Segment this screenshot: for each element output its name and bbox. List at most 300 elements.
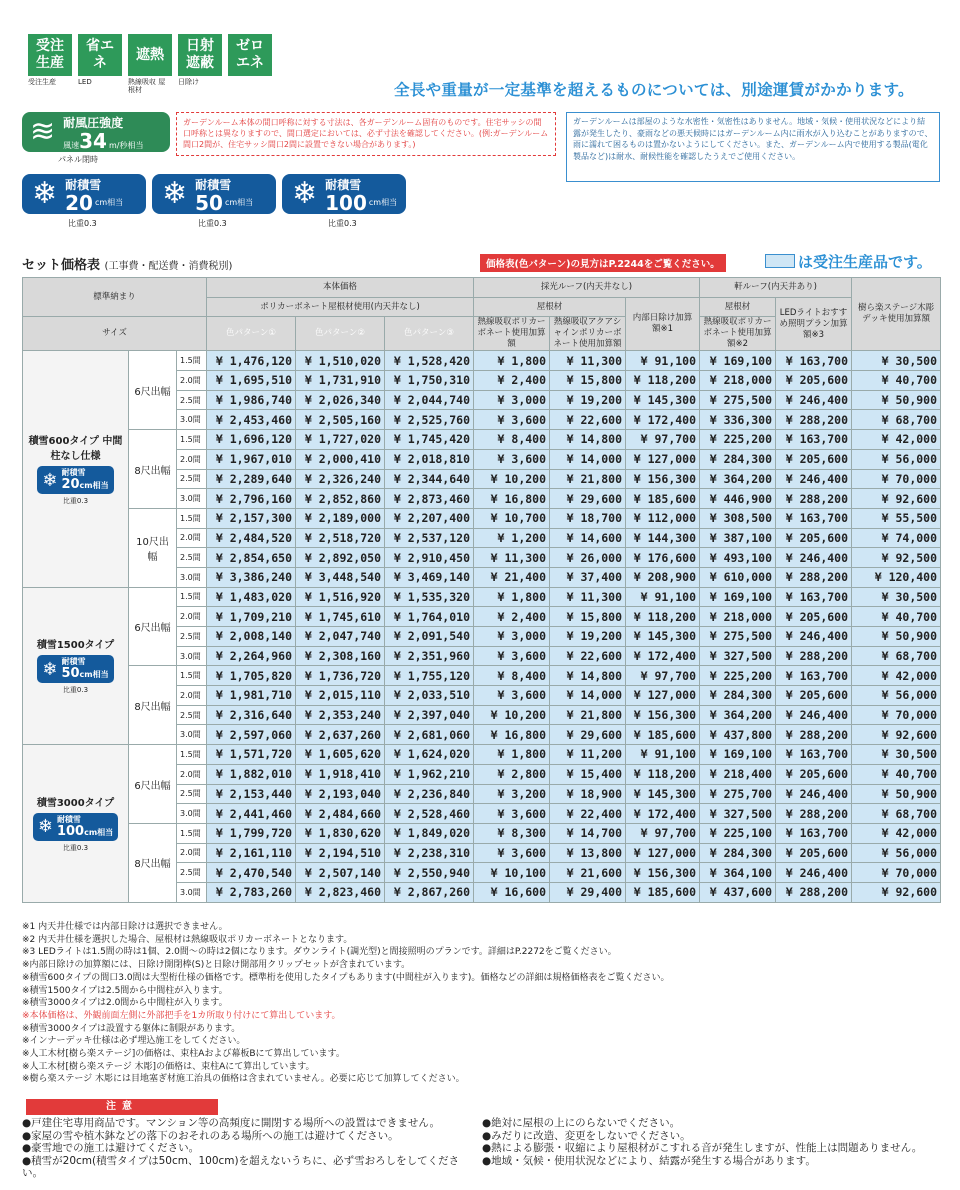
price-cell: ¥ 387,100 bbox=[700, 528, 776, 548]
frontage-cell: 2.5間 bbox=[177, 548, 207, 568]
price-cell: ¥ 2,047,740 bbox=[296, 627, 385, 647]
price-cell: ¥ 21,600 bbox=[550, 863, 626, 883]
price-cell: ¥ 42,000 bbox=[852, 823, 941, 843]
frontage-cell: 2.0間 bbox=[177, 764, 207, 784]
price-cell: ¥ 1,962,210 bbox=[385, 764, 474, 784]
price-cell: ¥ 288,200 bbox=[776, 646, 852, 666]
wind-caption: パネル閉時 bbox=[58, 155, 98, 164]
badge-caption: LED bbox=[78, 78, 92, 86]
price-cell: ¥ 2,015,110 bbox=[296, 686, 385, 706]
snowflake-icon: ❄ bbox=[162, 176, 188, 211]
price-cell: ¥ 21,400 bbox=[474, 567, 550, 587]
price-cell: ¥ 1,800 bbox=[474, 587, 550, 607]
section-subtitle: (工事費・配送費・消費税別) bbox=[104, 261, 233, 272]
snow-title: 耐積雪 bbox=[65, 177, 102, 192]
snowflake-icon: ❄ bbox=[42, 469, 58, 491]
price-cell: ¥ 2,484,660 bbox=[296, 804, 385, 824]
price-cell: ¥ 97,700 bbox=[626, 823, 700, 843]
price-cell: ¥ 1,799,720 bbox=[207, 823, 296, 843]
frontage-cell: 2.5間 bbox=[177, 627, 207, 647]
price-cell: ¥ 56,000 bbox=[852, 686, 941, 706]
caution-item: ●みだりに改造、変更をしないでください。 bbox=[482, 1129, 691, 1142]
price-cell: ¥ 2,892,050 bbox=[296, 548, 385, 568]
condensation-note: ガーデンルームは部屋のような水密性・気密性はありません。地域・気候・使用状況などにより結露が発生したり、豪雨などの悪天候時にはガーデンルーム内に雨水が入り込むことがありますので、雨に濡れて困るものは置かないようにしてください。また、ガーデンルーム内で使用する製品(電化製品など)は耐水、耐候性能を確認したうえでご使用ください。 bbox=[566, 112, 940, 182]
specific-gravity: 比重0.3 bbox=[62, 686, 89, 695]
price-cell: ¥ 185,600 bbox=[626, 882, 700, 902]
price-cell: ¥ 169,100 bbox=[700, 587, 776, 607]
price-cell: ¥ 1,736,720 bbox=[296, 666, 385, 686]
depth-cell: 6尺出幅 bbox=[129, 351, 177, 430]
price-cell: ¥ 8,400 bbox=[474, 666, 550, 686]
price-cell: ¥ 275,700 bbox=[700, 784, 776, 804]
header-color-pattern-3: 色パターン③ bbox=[385, 317, 474, 351]
price-cell: ¥ 16,800 bbox=[474, 725, 550, 745]
price-cell: ¥ 2,194,510 bbox=[296, 843, 385, 863]
price-cell: ¥ 246,400 bbox=[776, 863, 852, 883]
price-cell: ¥ 2,018,810 bbox=[385, 449, 474, 469]
price-cell: ¥ 610,000 bbox=[700, 567, 776, 587]
frontage-cell: 1.5間 bbox=[177, 587, 207, 607]
price-cell: ¥ 288,200 bbox=[776, 804, 852, 824]
price-cell: ¥ 1,528,420 bbox=[385, 351, 474, 371]
price-cell: ¥ 40,700 bbox=[852, 764, 941, 784]
price-cell: ¥ 163,700 bbox=[776, 430, 852, 450]
price-cell: ¥ 288,200 bbox=[776, 882, 852, 902]
price-cell: ¥ 2,264,960 bbox=[207, 646, 296, 666]
made-to-order-legend: は受注生産品です。 bbox=[798, 253, 932, 271]
price-cell: ¥ 91,100 bbox=[626, 351, 700, 371]
header-roof-mat2: 屋根材 bbox=[700, 297, 776, 317]
wind-value: 34 bbox=[79, 128, 107, 153]
price-cell: ¥ 2,597,060 bbox=[207, 725, 296, 745]
caution-list-right bbox=[482, 1117, 942, 1167]
price-cell: ¥ 11,300 bbox=[550, 351, 626, 371]
shipping-notice: 全長や重量が一定基準を超えるものについては、別途運賃がかかります。 bbox=[394, 81, 914, 99]
price-cell: ¥ 1,709,210 bbox=[207, 607, 296, 627]
footnote: ※2 内天井仕様を選択した場合、屋根材は熱線吸収ポリカーボネートとなります。 bbox=[22, 934, 353, 945]
price-cell: ¥ 2,326,240 bbox=[296, 469, 385, 489]
price-cell: ¥ 14,000 bbox=[550, 449, 626, 469]
price-cell: ¥ 2,470,540 bbox=[207, 863, 296, 883]
price-cell: ¥ 1,800 bbox=[474, 351, 550, 371]
chip-title: 耐積雪 bbox=[61, 657, 86, 667]
price-cell: ¥ 246,400 bbox=[776, 469, 852, 489]
header-poly: ポリカーボネート屋根材使用(内天井なし) bbox=[207, 297, 474, 317]
price-cell: ¥ 14,800 bbox=[550, 666, 626, 686]
frontage-cell: 2.0間 bbox=[177, 449, 207, 469]
footnote: ※人工木材[樹ら楽ステージ]の価格は、束柱Aおよび幕板Bにて算出しています。 bbox=[22, 1049, 345, 1060]
snow-value: 100 bbox=[325, 190, 367, 215]
price-cell: ¥ 2,008,140 bbox=[207, 627, 296, 647]
frontage-cell: 2.0間 bbox=[177, 686, 207, 706]
frontage-cell: 2.0間 bbox=[177, 843, 207, 863]
price-cell: ¥ 56,000 bbox=[852, 449, 941, 469]
price-cell: ¥ 246,400 bbox=[776, 627, 852, 647]
frontage-cell: 3.0間 bbox=[177, 882, 207, 902]
price-cell: ¥ 246,400 bbox=[776, 390, 852, 410]
price-cell: ¥ 11,300 bbox=[550, 587, 626, 607]
price-cell: ¥ 2,033,510 bbox=[385, 686, 474, 706]
price-cell: ¥ 3,600 bbox=[474, 804, 550, 824]
price-cell: ¥ 112,000 bbox=[626, 508, 700, 528]
price-cell: ¥ 208,900 bbox=[626, 567, 700, 587]
table-row bbox=[23, 508, 941, 528]
price-cell: ¥ 218,000 bbox=[700, 371, 776, 391]
price-cell: ¥ 1,695,510 bbox=[207, 371, 296, 391]
feature-badges bbox=[28, 34, 272, 76]
caution-item: ●地域・気候・使用状況などにより、結露が発生する場合があります。 bbox=[482, 1154, 816, 1167]
price-cell: ¥ 3,000 bbox=[474, 390, 550, 410]
snowflake-icon: ❄ bbox=[42, 658, 58, 680]
price-cell: ¥ 1,731,910 bbox=[296, 371, 385, 391]
footnote: ※人工木材[樹ら楽ステージ 木彫]の価格は、束柱Aにて算出しています。 bbox=[22, 1061, 315, 1072]
price-cell: ¥ 50,900 bbox=[852, 390, 941, 410]
price-cell: ¥ 127,000 bbox=[626, 843, 700, 863]
badge-captions bbox=[28, 78, 272, 94]
price-cell: ¥ 205,600 bbox=[776, 371, 852, 391]
price-cell: ¥ 92,600 bbox=[852, 725, 941, 745]
wind-prefix: 風速 bbox=[63, 140, 80, 150]
price-cell: ¥ 2,873,460 bbox=[385, 489, 474, 509]
price-cell: ¥ 14,000 bbox=[550, 686, 626, 706]
badge-heat-shield: 遮熱 bbox=[128, 34, 172, 76]
snow-value: 20 bbox=[65, 190, 93, 215]
price-cell: ¥ 2,207,400 bbox=[385, 508, 474, 528]
footnote: ※本体価格は、外観前面左側に外部把手を1カ所取り付けにて算出しています。 bbox=[22, 1010, 341, 1021]
depth-cell: 6尺出幅 bbox=[129, 587, 177, 666]
price-cell: ¥ 2,351,960 bbox=[385, 646, 474, 666]
price-cell: ¥ 1,918,410 bbox=[296, 764, 385, 784]
price-cell: ¥ 2,193,040 bbox=[296, 784, 385, 804]
price-cell: ¥ 97,700 bbox=[626, 666, 700, 686]
price-cell: ¥ 1,755,120 bbox=[385, 666, 474, 686]
price-cell: ¥ 118,200 bbox=[626, 371, 700, 391]
price-cell: ¥ 2,637,260 bbox=[296, 725, 385, 745]
frontage-cell: 2.0間 bbox=[177, 607, 207, 627]
caution-item: ●熱による膨張・収縮により屋根材がこすれる音が発生しますが、性能上は問題ありません。 bbox=[482, 1142, 923, 1154]
snow-load-chip bbox=[37, 655, 113, 683]
price-cell: ¥ 10,200 bbox=[474, 469, 550, 489]
footnote: ※1 内天井仕様では内部日除けは選択できません。 bbox=[22, 922, 228, 932]
badge-caption: 受注生産 bbox=[28, 78, 56, 86]
price-cell: ¥ 1,535,320 bbox=[385, 587, 474, 607]
price-cell: ¥ 14,800 bbox=[550, 430, 626, 450]
frontage-dimension-note: ガーデンルーム本体の間口呼称に対する寸法は、各ガーデンルーム固有のものです。住宅サッシの間口呼称とは異なりますので、間口選定においては、必ず寸法を確認してください。(例:ガーデンルーム間口2間が、住宅サッシ間口2間に設置できない場合があります。) bbox=[176, 112, 556, 156]
frontage-cell: 1.5間 bbox=[177, 351, 207, 371]
price-cell: ¥ 225,200 bbox=[700, 666, 776, 686]
header-standard: 標準納まり bbox=[23, 278, 207, 317]
price-cell: ¥ 37,400 bbox=[550, 567, 626, 587]
depth-cell: 8尺出幅 bbox=[129, 666, 177, 745]
price-cell: ¥ 275,500 bbox=[700, 627, 776, 647]
snow-chip-50 bbox=[152, 174, 276, 214]
price-cell: ¥ 2,397,040 bbox=[385, 705, 474, 725]
price-cell: ¥ 1,745,610 bbox=[296, 607, 385, 627]
footnote: ※積雪3000タイプは設置する躯体に制限があります。 bbox=[22, 1023, 241, 1034]
header-skylight: 採光ルーフ(内天井なし) bbox=[474, 278, 700, 298]
frontage-cell: 2.5間 bbox=[177, 469, 207, 489]
price-cell: ¥ 2,518,720 bbox=[296, 528, 385, 548]
price-cell: ¥ 29,400 bbox=[550, 882, 626, 902]
snow-chip-100 bbox=[282, 174, 406, 214]
price-cell: ¥ 50,900 bbox=[852, 627, 941, 647]
price-cell: ¥ 2,238,310 bbox=[385, 843, 474, 863]
frontage-cell: 3.0間 bbox=[177, 567, 207, 587]
price-cell: ¥ 70,000 bbox=[852, 469, 941, 489]
price-cell: ¥ 68,700 bbox=[852, 646, 941, 666]
price-cell: ¥ 2,316,640 bbox=[207, 705, 296, 725]
header-size: サイズ bbox=[23, 317, 207, 351]
price-cell: ¥ 218,000 bbox=[700, 607, 776, 627]
snowflake-icon: ❄ bbox=[292, 176, 318, 211]
price-cell: ¥ 40,700 bbox=[852, 607, 941, 627]
price-cell: ¥ 92,600 bbox=[852, 489, 941, 509]
price-cell: ¥ 91,100 bbox=[626, 587, 700, 607]
price-cell: ¥ 19,200 bbox=[550, 390, 626, 410]
price-cell: ¥ 16,600 bbox=[474, 882, 550, 902]
price-cell: ¥ 30,500 bbox=[852, 351, 941, 371]
wind-unit: m/秒相当 bbox=[108, 140, 144, 150]
price-cell: ¥ 205,600 bbox=[776, 686, 852, 706]
price-cell: ¥ 10,700 bbox=[474, 508, 550, 528]
price-cell: ¥ 120,400 bbox=[852, 567, 941, 587]
footnote: ※3 LEDライトは1.5間の時は1個、2.0間～の時は2個になります。ダウンライト(調光型)と間接照明のプランです。詳細はP.2272をご覧ください。 bbox=[22, 947, 617, 958]
price-cell: ¥ 3,600 bbox=[474, 449, 550, 469]
price-cell: ¥ 1,981,710 bbox=[207, 686, 296, 706]
footnote: ※積雪600タイプの間口3.0間は大型桁仕様の価格です。標準桁を使用したタイプもあります(中間柱が入ります)。価格などの詳細は規格価格表をご覧ください。 bbox=[22, 972, 670, 983]
price-cell: ¥ 40,700 bbox=[852, 371, 941, 391]
price-cell: ¥ 2,507,140 bbox=[296, 863, 385, 883]
price-cell: ¥ 288,200 bbox=[776, 567, 852, 587]
price-cell: ¥ 2,681,060 bbox=[385, 725, 474, 745]
price-cell: ¥ 1,727,020 bbox=[296, 430, 385, 450]
price-cell: ¥ 1,624,020 bbox=[385, 745, 474, 765]
price-cell: ¥ 163,700 bbox=[776, 508, 852, 528]
color-pattern-reference: 価格表(色パターン)の見方はP.2244をご覧ください。 bbox=[480, 254, 726, 272]
frontage-cell: 2.5間 bbox=[177, 390, 207, 410]
chip-title: 耐積雪 bbox=[61, 468, 86, 477]
price-cell: ¥ 1,476,120 bbox=[207, 351, 296, 371]
table-row bbox=[23, 351, 941, 371]
price-cell: ¥ 8,300 bbox=[474, 823, 550, 843]
price-cell: ¥ 246,400 bbox=[776, 784, 852, 804]
price-cell: ¥ 225,100 bbox=[700, 823, 776, 843]
price-cell: ¥ 163,700 bbox=[776, 351, 852, 371]
price-cell: ¥ 74,000 bbox=[852, 528, 941, 548]
table-row bbox=[23, 430, 941, 450]
price-cell: ¥ 14,700 bbox=[550, 823, 626, 843]
snow-chip-20 bbox=[22, 174, 146, 214]
price-cell: ¥ 1,764,010 bbox=[385, 607, 474, 627]
header-led: LEDライトおすすめ照明プラン加算額※3 bbox=[776, 297, 852, 351]
chip-unit: cm相当 bbox=[84, 827, 114, 837]
price-cell: ¥ 68,700 bbox=[852, 410, 941, 430]
snowflake-icon: ❄ bbox=[32, 176, 58, 211]
price-cell: ¥ 145,300 bbox=[626, 627, 700, 647]
snow-type-cell bbox=[23, 745, 129, 903]
price-cell: ¥ 1,967,010 bbox=[207, 449, 296, 469]
price-cell: ¥ 19,200 bbox=[550, 627, 626, 647]
frontage-cell: 1.5間 bbox=[177, 508, 207, 528]
footnotes bbox=[22, 921, 942, 1086]
price-cell: ¥ 284,300 bbox=[700, 843, 776, 863]
snow-type-label: 積雪600タイプ 中間柱なし仕様 bbox=[28, 436, 123, 462]
price-cell: ¥ 2,453,460 bbox=[207, 410, 296, 430]
price-table bbox=[22, 277, 941, 903]
price-cell: ¥ 145,300 bbox=[626, 784, 700, 804]
price-cell: ¥ 2,505,160 bbox=[296, 410, 385, 430]
chip-unit: cm相当 bbox=[79, 670, 109, 680]
price-cell: ¥ 1,200 bbox=[474, 528, 550, 548]
price-cell: ¥ 50,900 bbox=[852, 784, 941, 804]
frontage-cell: 2.0間 bbox=[177, 528, 207, 548]
price-cell: ¥ 70,000 bbox=[852, 705, 941, 725]
price-cell: ¥ 15,800 bbox=[550, 607, 626, 627]
snow-type-label: 積雪3000タイプ bbox=[36, 797, 115, 809]
price-cell: ¥ 8,400 bbox=[474, 430, 550, 450]
frontage-cell: 1.5間 bbox=[177, 745, 207, 765]
price-cell: ¥ 1,696,120 bbox=[207, 430, 296, 450]
price-cell: ¥ 56,000 bbox=[852, 843, 941, 863]
badge-energy-saving: 省エネ bbox=[78, 34, 122, 76]
price-cell: ¥ 1,750,310 bbox=[385, 371, 474, 391]
price-cell: ¥ 2,800 bbox=[474, 764, 550, 784]
price-cell: ¥ 246,400 bbox=[776, 548, 852, 568]
caution-item: ●戸建住宅専用商品です。マンション等の高頻度に開閉する場所への設置はできません。 bbox=[22, 1117, 440, 1129]
snow-type-cell bbox=[23, 351, 129, 587]
price-cell: ¥ 11,300 bbox=[474, 548, 550, 568]
price-cell: ¥ 22,600 bbox=[550, 646, 626, 666]
snow-load-chip bbox=[33, 813, 118, 841]
depth-cell: 6尺出幅 bbox=[129, 745, 177, 824]
wind-resistance-chip bbox=[22, 112, 170, 152]
price-cell: ¥ 3,469,140 bbox=[385, 567, 474, 587]
header-body-price: 本体価格 bbox=[207, 278, 474, 298]
table-row bbox=[23, 745, 941, 765]
frontage-cell: 2.5間 bbox=[177, 705, 207, 725]
price-cell: ¥ 22,400 bbox=[550, 804, 626, 824]
price-cell: ¥ 156,300 bbox=[626, 469, 700, 489]
snow-load-chip bbox=[37, 466, 113, 494]
price-cell: ¥ 2,525,760 bbox=[385, 410, 474, 430]
header-color-pattern-1: 色パターン① bbox=[207, 317, 296, 351]
frontage-cell: 1.5間 bbox=[177, 430, 207, 450]
price-cell: ¥ 29,600 bbox=[550, 725, 626, 745]
frontage-cell: 3.0間 bbox=[177, 725, 207, 745]
price-cell: ¥ 118,200 bbox=[626, 764, 700, 784]
price-cell: ¥ 1,516,920 bbox=[296, 587, 385, 607]
header-heat-poly2: 熱線吸収ポリカーボネート使用加算額※2 bbox=[700, 317, 776, 351]
price-cell: ¥ 2,026,340 bbox=[296, 390, 385, 410]
badge-zero-energy: ゼロエネ bbox=[228, 34, 272, 76]
price-cell: ¥ 246,400 bbox=[776, 705, 852, 725]
price-cell: ¥ 156,300 bbox=[626, 705, 700, 725]
price-cell: ¥ 288,200 bbox=[776, 725, 852, 745]
price-cell: ¥ 144,300 bbox=[626, 528, 700, 548]
price-cell: ¥ 2,550,940 bbox=[385, 863, 474, 883]
price-cell: ¥ 2,189,000 bbox=[296, 508, 385, 528]
price-cell: ¥ 1,483,020 bbox=[207, 587, 296, 607]
header-roof-mat: 屋根材 bbox=[474, 297, 626, 317]
price-cell: ¥ 205,600 bbox=[776, 607, 852, 627]
price-cell: ¥ 163,700 bbox=[776, 587, 852, 607]
price-cell: ¥ 118,200 bbox=[626, 607, 700, 627]
price-cell: ¥ 205,600 bbox=[776, 449, 852, 469]
wind-title: 耐風圧強度 bbox=[63, 115, 124, 130]
price-cell: ¥ 163,700 bbox=[776, 745, 852, 765]
snow-title: 耐積雪 bbox=[325, 177, 362, 192]
snow-type-label: 積雪1500タイプ bbox=[36, 640, 115, 652]
chip-value: 20 bbox=[61, 477, 80, 492]
price-cell: ¥ 42,000 bbox=[852, 430, 941, 450]
made-to-order-swatch bbox=[765, 254, 795, 268]
price-cell: ¥ 3,600 bbox=[474, 686, 550, 706]
price-cell: ¥ 185,600 bbox=[626, 725, 700, 745]
frontage-cell: 3.0間 bbox=[177, 489, 207, 509]
price-cell: ¥ 3,600 bbox=[474, 410, 550, 430]
footnote: ※積雪3000タイプは2.0間から中間柱が入ります。 bbox=[22, 998, 228, 1009]
price-cell: ¥ 284,300 bbox=[700, 686, 776, 706]
badge-caption: 日除け bbox=[178, 78, 199, 86]
price-cell: ¥ 185,600 bbox=[626, 489, 700, 509]
badge-caption: 熱線吸収 屋根材 bbox=[128, 78, 166, 94]
price-cell: ¥ 364,100 bbox=[700, 863, 776, 883]
badge-caption bbox=[228, 78, 272, 94]
price-cell: ¥ 92,500 bbox=[852, 548, 941, 568]
price-cell: ¥ 14,600 bbox=[550, 528, 626, 548]
price-cell: ¥ 172,400 bbox=[626, 646, 700, 666]
price-cell: ¥ 218,400 bbox=[700, 764, 776, 784]
price-cell: ¥ 26,000 bbox=[550, 548, 626, 568]
badge-sun-shade: 日射遮蔽 bbox=[178, 34, 222, 76]
price-cell: ¥ 176,600 bbox=[626, 548, 700, 568]
price-cell: ¥ 327,500 bbox=[700, 804, 776, 824]
header-eaves: 軒ルーフ(内天井あり) bbox=[700, 278, 852, 298]
caution-item: ●家屋の雪や植木鉢などの落下のおそれのある場所への施工は避けてください。 bbox=[22, 1129, 399, 1142]
caution-list-left bbox=[22, 1117, 472, 1180]
price-cell: ¥ 145,300 bbox=[626, 390, 700, 410]
price-cell: ¥ 364,200 bbox=[700, 469, 776, 489]
price-cell: ¥ 169,100 bbox=[700, 351, 776, 371]
badge-made-to-order: 受注生産 bbox=[28, 34, 72, 76]
price-cell: ¥ 1,849,020 bbox=[385, 823, 474, 843]
snow-caption: 比重0.3 bbox=[68, 219, 97, 228]
snow-caption: 比重0.3 bbox=[198, 219, 227, 228]
price-cell: ¥ 2,308,160 bbox=[296, 646, 385, 666]
price-cell: ¥ 2,153,440 bbox=[207, 784, 296, 804]
price-cell: ¥ 3,200 bbox=[474, 784, 550, 804]
price-cell: ¥ 1,745,420 bbox=[385, 430, 474, 450]
price-cell: ¥ 275,500 bbox=[700, 390, 776, 410]
snowflake-icon: ❄ bbox=[37, 816, 53, 838]
price-cell: ¥ 2,854,650 bbox=[207, 548, 296, 568]
price-cell: ¥ 2,091,540 bbox=[385, 627, 474, 647]
caution-item: ●豪雪地での施工は避けてください。 bbox=[22, 1142, 200, 1154]
footnote: ※積雪1500タイプは2.5間から中間柱が入ります。 bbox=[22, 985, 228, 996]
price-cell: ¥ 2,823,460 bbox=[296, 882, 385, 902]
price-cell: ¥ 68,700 bbox=[852, 804, 941, 824]
table-row bbox=[23, 823, 941, 843]
price-cell: ¥ 13,800 bbox=[550, 843, 626, 863]
footnote: ※内部日除けの加算額には、日除け開閉棒(S)と日除け開部用クリップセットが含まれています。 bbox=[22, 960, 411, 971]
snow-caption: 比重0.3 bbox=[328, 219, 357, 228]
price-cell: ¥ 21,800 bbox=[550, 705, 626, 725]
price-cell: ¥ 3,600 bbox=[474, 646, 550, 666]
price-cell: ¥ 2,236,840 bbox=[385, 784, 474, 804]
price-cell: ¥ 2,783,260 bbox=[207, 882, 296, 902]
price-cell: ¥ 2,000,410 bbox=[296, 449, 385, 469]
price-cell: ¥ 18,700 bbox=[550, 508, 626, 528]
